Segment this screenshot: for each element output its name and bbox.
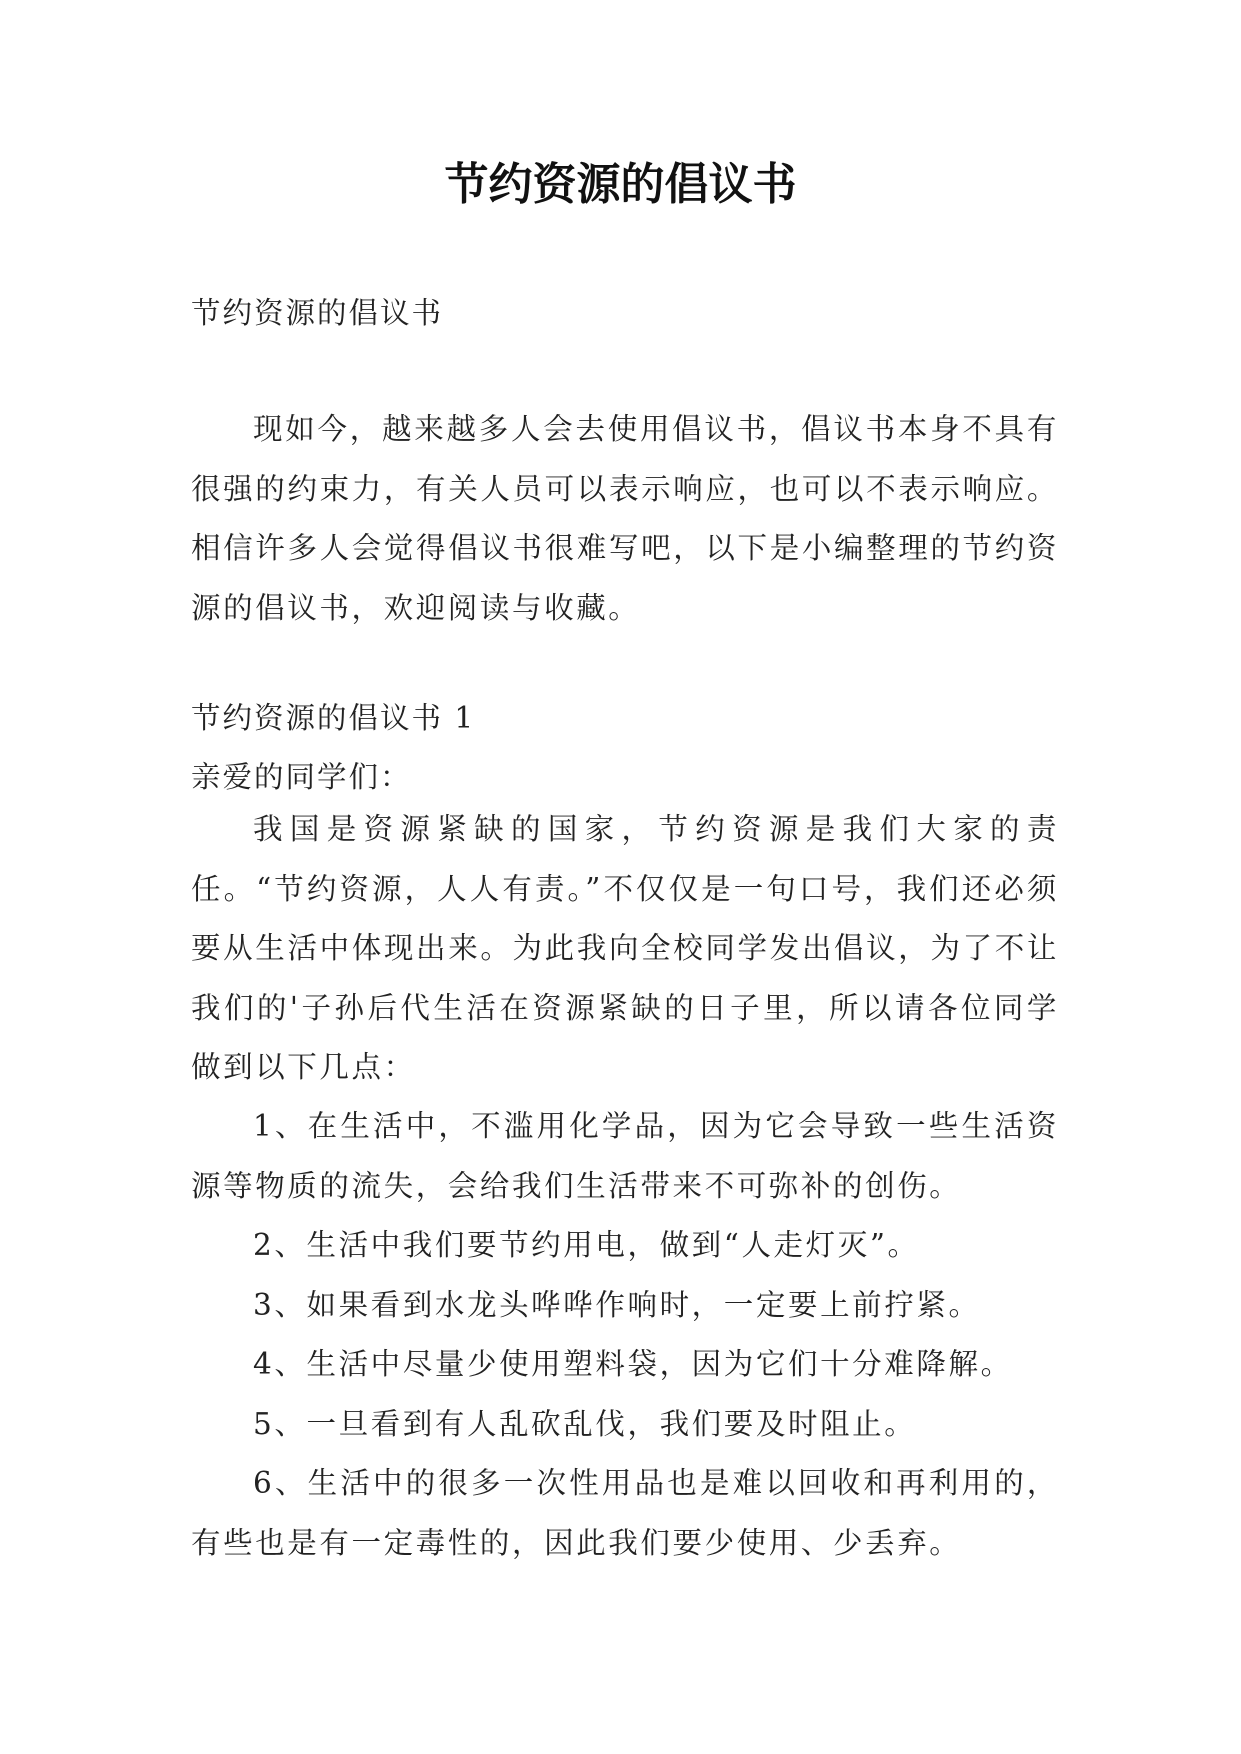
list-item-1: 1、在生活中，不滥用化学品，因为它会导致一些生活资源等物质的流失，会给我们生活带来不可弥补的创伤。	[191, 1109, 1059, 1203]
body-paragraph: 我国是资源紧缺的国家，节约资源是我们大家的责任。“节约资源，人人有责。”不仅仅是一句口号，我们还必须要从生活中体现出来。为此我向全校同学发出倡议，为了不让我们的'子孙后代生活在资源紧缺的日子里，所以请各位同学做到以下几点：	[191, 812, 1059, 1084]
salutation: 亲爱的同学们：	[191, 760, 412, 794]
list-item-3: 3、如果看到水龙头哗哗作响时，一定要上前拧紧。	[253, 1288, 981, 1322]
list-item-5: 5、一旦看到有人乱砍乱伐，我们要及时阻止。	[253, 1407, 917, 1441]
list-item-4: 4、生活中尽量少使用塑料袋，因为它们十分难降解。	[253, 1347, 1013, 1381]
list-item-2: 2、生活中我们要节约用电，做到“人走灯灭”。	[253, 1228, 920, 1262]
document-subtitle: 节约资源的倡议书	[191, 296, 444, 330]
list-item-6: 6、生活中的很多一次性用品也是难以回收和再利用的，有些也是有一定毒性的，因此我们要少使用、少丢弃。	[191, 1466, 1059, 1560]
intro-paragraph: 现如今，越来越多人会去使用倡议书，倡议书本身不具有很强的约束力，有关人员可以表示响应，也可以不表示响应。相信许多人会觉得倡议书很难写吧，以下是小编整理的节约资源的倡议书，欢迎阅读与收藏。	[191, 412, 1059, 625]
section-heading: 节约资源的倡议书 1	[191, 701, 476, 735]
document-title: 节约资源的倡议书	[444, 159, 797, 210]
